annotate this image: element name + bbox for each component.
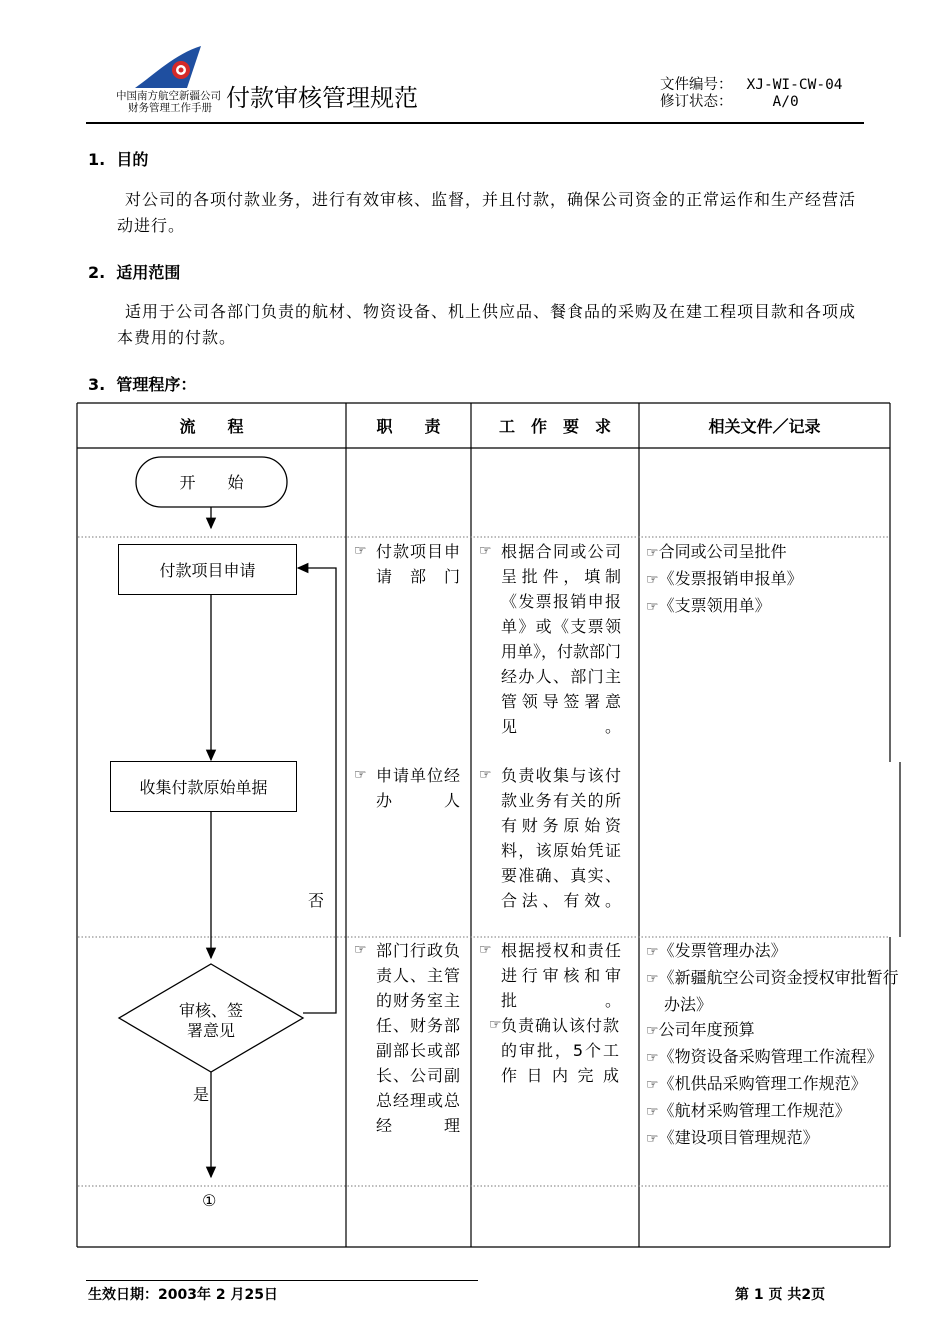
row3-requirement (479, 938, 632, 1088)
step-label: 收集付款原始单据 (139, 778, 268, 797)
effective-label: 生效日期： (88, 1287, 158, 1303)
table-header-flow: 流 程 (179, 417, 244, 436)
company-line2: 财务管理工作手册 (128, 102, 212, 114)
doc-no: XJ-WI-CW-04 (746, 77, 843, 93)
duty-text: 部门行政负责人、主管的财务室主任、财务部副部长或部长、公司副总经理或总经理 (376, 941, 460, 1135)
footer-rule (86, 1280, 478, 1281)
bullet-icon: ☞ (479, 942, 492, 958)
effective-date-value: 2003年 2 月25日 (158, 1287, 278, 1303)
page-number: 第 1 页 共2页 (735, 1287, 826, 1303)
bullet-icon: ☞ (646, 1050, 659, 1066)
step-label: 付款项目申请 (159, 561, 256, 580)
document-title: 付款审核管理规范 (226, 84, 418, 112)
bullet-icon: ☞ (646, 971, 659, 987)
section-2-text: 适用于公司各部门负责的航材、物资设备、机上供应品、餐食品的采购及在建工程项目款和各项成本费用的付款。 (117, 302, 857, 347)
requirement-text: 根据授权和责任进行审核和审批。 (501, 941, 621, 1010)
effective-date (88, 1284, 278, 1304)
step-collect-documents (110, 761, 297, 812)
doc-item: ☞《航材采购管理工作规范》 (646, 1101, 851, 1120)
row3-duty (354, 938, 464, 1138)
doc-item: ☞《发票报销申报单》 (646, 569, 803, 588)
row3-docs (646, 938, 931, 1152)
section-title: 适用范围 (116, 263, 181, 282)
row1-requirement (479, 539, 632, 739)
bullet-icon: ☞ (646, 1104, 659, 1120)
row1-docs (646, 539, 886, 620)
doc-item: ☞合同或公司呈批件 (646, 542, 787, 561)
bullet-icon: ☞ (354, 942, 367, 958)
bullet-icon: ☞ (479, 543, 492, 559)
revision: A/0 (772, 94, 799, 110)
requirement-text: 负责收集与该付款业务有关的所有财务原始资料，该原始凭证要准确、真实、合法、有效。 (501, 766, 621, 910)
decision-label: 审核、签署意见 (178, 1001, 243, 1040)
flow-no-label: 否 (308, 891, 325, 910)
duty-text: 付款项目申请部门 (376, 542, 460, 586)
doc-item: ☞公司年度预算 (646, 1020, 755, 1039)
flow-yes-label: 是 (193, 1085, 210, 1104)
section-1-text: 对公司的各项付款业务，进行有效审核、监督，并且付款，确保公司资金的正常运作和生产经营活动进行。 (117, 190, 857, 235)
duty-text: 申请单位经办人 (376, 766, 460, 810)
doc-item: ☞《建设项目管理规范》 (646, 1128, 819, 1147)
bullet-icon: ☞ (646, 599, 659, 615)
requirement-text: 根据合同或公司呈批件，填制《发票报销申报单》或《支票领用单》，付款部门经办人、部门主管领导签署意见。 (501, 542, 622, 736)
section-num: 2. (88, 263, 106, 282)
row2-requirement (479, 763, 632, 913)
revision-label: 修订状态： (660, 94, 733, 110)
table-header-requirement: 工 作 要 求 (498, 417, 611, 436)
doc-item: ☞《物资设备采购管理工作流程》 (646, 1047, 883, 1066)
doc-item: ☞《新疆航空公司资金授权审批暂行办法》 (646, 968, 899, 1014)
bullet-icon: ☞ (354, 767, 367, 783)
section-num: 3. (88, 375, 106, 394)
start-label: 开 始 (179, 473, 244, 492)
table-header-duty: 职 责 (376, 417, 441, 436)
requirement-text-2: 负责确认该付款的审批，5个工作日内完成 (501, 1016, 619, 1085)
row2-duty (354, 763, 464, 813)
section-title: 目的 (116, 150, 149, 169)
table-header-docs: 相关文件／记录 (708, 417, 821, 436)
bullet-icon: ☞ (646, 1023, 659, 1039)
bullet-icon: ☞ (646, 1077, 659, 1093)
doc-item: ☞《机供品采购管理工作规范》 (646, 1074, 867, 1093)
bullet-icon: ☞ (489, 1017, 502, 1033)
section-title: 管理程序： (116, 375, 197, 394)
section-num: 1. (88, 150, 106, 169)
step-payment-application (118, 544, 297, 595)
doc-item: ☞《支票领用单》 (646, 596, 771, 615)
bullet-icon: ☞ (646, 545, 659, 561)
doc-item: ☞《发票管理办法》 (646, 941, 787, 960)
row1-duty (354, 539, 464, 589)
bullet-icon: ☞ (479, 767, 492, 783)
bullet-icon: ☞ (354, 543, 367, 559)
company-line1: 中国南方航空新疆公司 (116, 90, 221, 102)
bullet-icon: ☞ (646, 1131, 659, 1147)
bullet-icon: ☞ (646, 572, 659, 588)
doc-no-label: 文件编号： (660, 77, 733, 93)
bullet-icon: ☞ (646, 944, 659, 960)
flow-connector: ① (202, 1191, 217, 1210)
